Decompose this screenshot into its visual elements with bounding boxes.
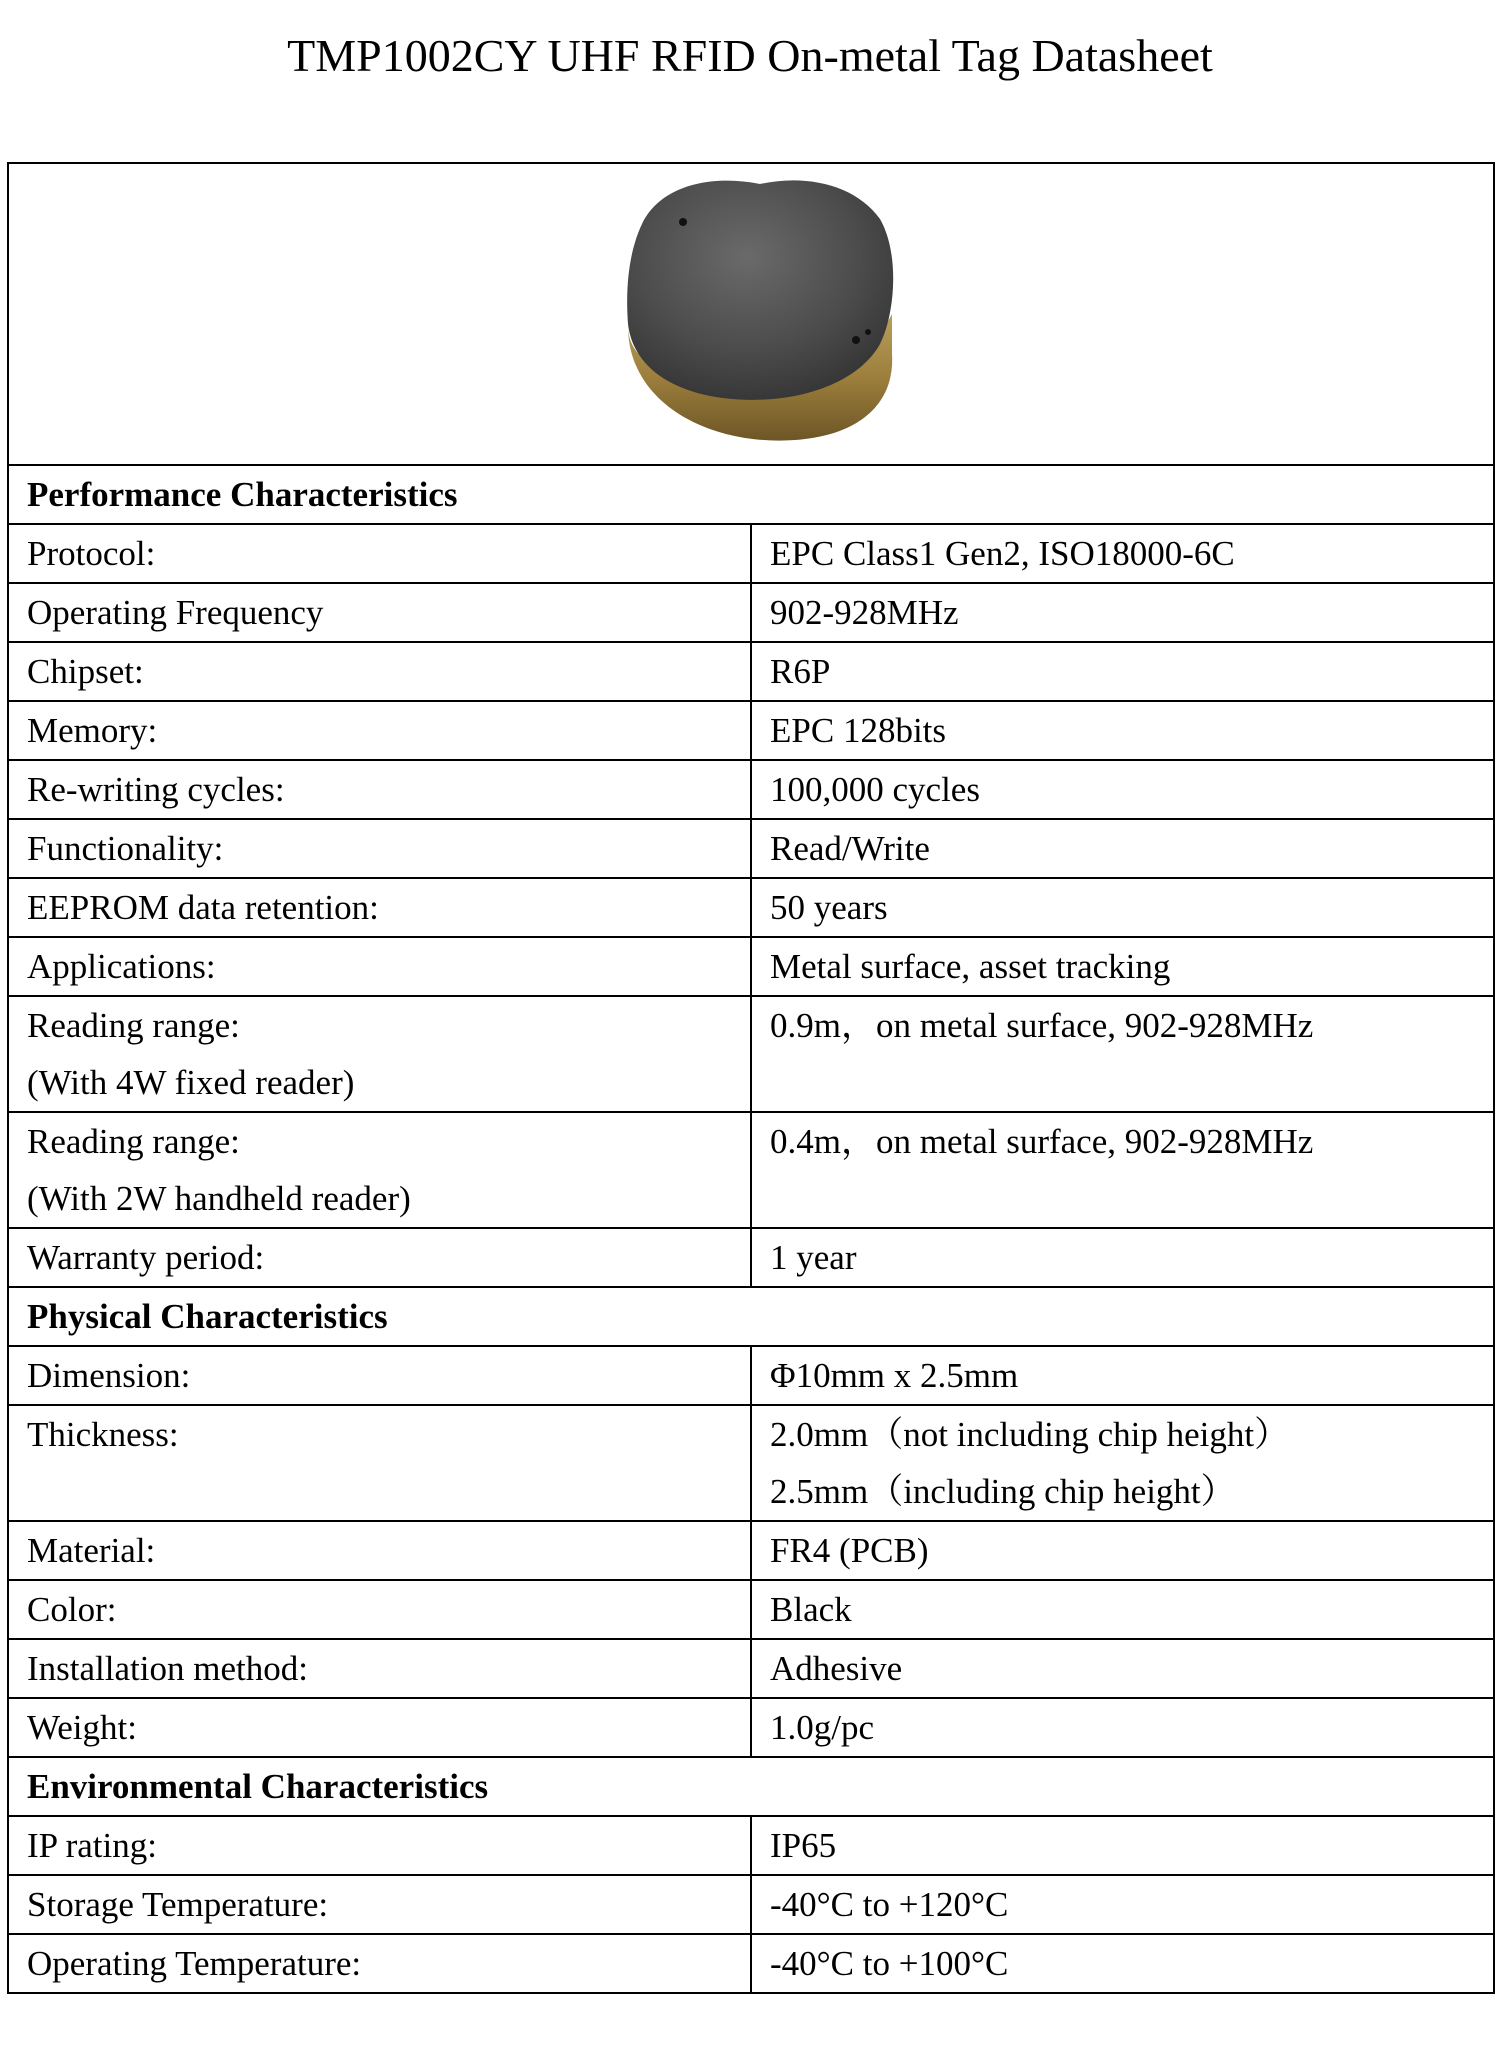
spec-row xyxy=(8,1521,1494,1580)
spec-label: Thickness: xyxy=(27,1415,179,1454)
spec-value: 0.4m，on metal surface, 902-928MHz xyxy=(770,1122,1314,1161)
spec-value-cell xyxy=(751,1521,1494,1580)
product-image-cell xyxy=(8,163,1494,465)
spec-row xyxy=(8,1875,1494,1934)
spec-value: -40°C to +120°C xyxy=(770,1885,1009,1924)
spec-label-cell xyxy=(8,819,751,878)
spec-row xyxy=(8,937,1494,996)
spec-value: 1 year xyxy=(770,1238,857,1277)
section-header-row xyxy=(8,1757,1494,1816)
spec-value: Black xyxy=(770,1590,852,1629)
spec-label: (With 4W fixed reader) xyxy=(27,1063,355,1102)
spec-row xyxy=(8,819,1494,878)
spec-value: 2.0mm（not including chip height） xyxy=(770,1415,1290,1454)
spec-row xyxy=(8,1405,1494,1521)
spec-row xyxy=(8,1228,1494,1287)
image-row xyxy=(8,163,1494,465)
spec-label: Chipset: xyxy=(27,652,144,691)
spec-value-cell xyxy=(751,1580,1494,1639)
spec-value: Metal surface, asset tracking xyxy=(770,947,1171,986)
spec-label: Dimension: xyxy=(27,1356,191,1395)
spec-label-cell xyxy=(8,1639,751,1698)
spec-value-cell xyxy=(751,1934,1494,1993)
spec-value: 50 years xyxy=(770,888,888,927)
spec-label-cell xyxy=(8,1405,751,1521)
spec-value-cell xyxy=(751,1639,1494,1698)
spec-label: IP rating: xyxy=(27,1826,157,1865)
spec-value: 902-928MHz xyxy=(770,593,959,632)
spec-value-cell xyxy=(751,937,1494,996)
spec-value: 1.0g/pc xyxy=(770,1708,875,1747)
spec-label: Protocol: xyxy=(27,534,156,573)
spec-value: 2.5mm（including chip height） xyxy=(770,1472,1236,1511)
spec-row xyxy=(8,1580,1494,1639)
spec-label-cell xyxy=(8,1112,751,1228)
spec-value: IP65 xyxy=(770,1826,837,1865)
spec-value: Φ10mm x 2.5mm xyxy=(770,1356,1019,1395)
spec-label-cell xyxy=(8,760,751,819)
spec-value-cell xyxy=(751,701,1494,760)
spec-value: EPC Class1 Gen2, ISO18000-6C xyxy=(770,534,1235,573)
spec-label: Re-writing cycles: xyxy=(27,770,285,809)
spec-label: Weight: xyxy=(27,1708,137,1747)
spec-label-cell xyxy=(8,937,751,996)
spec-label-cell xyxy=(8,1521,751,1580)
spec-label: Color: xyxy=(27,1590,117,1629)
spec-value: 0.9m，on metal surface, 902-928MHz xyxy=(770,1006,1314,1045)
spec-value: 100,000 cycles xyxy=(770,770,980,809)
spec-row xyxy=(8,878,1494,937)
section-heading: Performance Characteristics xyxy=(8,465,1494,524)
spec-label-cell xyxy=(8,642,751,701)
spec-row xyxy=(8,1816,1494,1875)
spec-value: FR4 (PCB) xyxy=(770,1531,929,1570)
spec-row xyxy=(8,583,1494,642)
spec-value-cell xyxy=(751,1405,1494,1521)
spec-label-cell xyxy=(8,996,751,1112)
spec-label: Reading range: xyxy=(27,1006,240,1045)
mount-hole-icon xyxy=(679,218,687,226)
mount-hole-icon xyxy=(852,336,860,344)
mount-hole-icon xyxy=(865,329,871,335)
spec-label: Storage Temperature: xyxy=(27,1885,329,1924)
page-title: TMP1002CY UHF RFID On-metal Tag Datasheet xyxy=(287,30,1213,81)
section-heading: Environmental Characteristics xyxy=(8,1757,1494,1816)
spec-label: Material: xyxy=(27,1531,156,1570)
spec-label: Memory: xyxy=(27,711,158,750)
spec-row xyxy=(8,1639,1494,1698)
spec-value-cell xyxy=(751,1875,1494,1934)
spec-label-cell xyxy=(8,1580,751,1639)
spec-value-cell xyxy=(751,1698,1494,1757)
spec-label: Reading range: xyxy=(27,1122,240,1161)
spec-label: Warranty period: xyxy=(27,1238,265,1277)
spec-label-cell xyxy=(8,878,751,937)
spec-row xyxy=(8,760,1494,819)
spec-row xyxy=(8,1346,1494,1405)
spec-value-cell xyxy=(751,819,1494,878)
spec-label: Operating Temperature: xyxy=(27,1944,362,1983)
spec-value-cell xyxy=(751,524,1494,583)
spec-value-cell xyxy=(751,996,1494,1112)
spec-value-cell xyxy=(751,878,1494,937)
spec-label-cell xyxy=(8,1346,751,1405)
spec-value-cell xyxy=(751,1346,1494,1405)
spec-label-cell xyxy=(8,1228,751,1287)
spec-value-cell xyxy=(751,1816,1494,1875)
spec-label: Installation method: xyxy=(27,1649,308,1688)
tag-top-face xyxy=(627,180,893,400)
spec-row xyxy=(8,524,1494,583)
spec-label-cell xyxy=(8,1875,751,1934)
section-header-row xyxy=(8,465,1494,524)
spec-label-cell xyxy=(8,524,751,583)
spec-row xyxy=(8,1112,1494,1228)
spec-row xyxy=(8,701,1494,760)
section-header-row xyxy=(8,1287,1494,1346)
spec-value: Adhesive xyxy=(770,1649,903,1688)
spec-label-cell xyxy=(8,583,751,642)
spec-value-cell xyxy=(751,583,1494,642)
spec-value-cell xyxy=(751,642,1494,701)
spec-row xyxy=(8,1934,1494,1993)
spec-label: Operating Frequency xyxy=(27,593,324,632)
spec-row xyxy=(8,642,1494,701)
spec-value: R6P xyxy=(770,652,831,691)
spec-value: -40°C to +100°C xyxy=(770,1944,1009,1983)
spec-label-cell xyxy=(8,1934,751,1993)
spec-label: Functionality: xyxy=(27,829,224,868)
spec-label-cell xyxy=(8,701,751,760)
product-photo xyxy=(590,164,930,464)
spec-value-cell xyxy=(751,1112,1494,1228)
spec-label-cell xyxy=(8,1698,751,1757)
spec-value: Read/Write xyxy=(770,829,930,868)
datasheet-table xyxy=(7,162,1495,1994)
spec-value-cell xyxy=(751,1228,1494,1287)
spec-label: (With 2W handheld reader) xyxy=(27,1179,411,1218)
spec-row xyxy=(8,1698,1494,1757)
spec-value-cell xyxy=(751,760,1494,819)
spec-value: EPC 128bits xyxy=(770,711,947,750)
section-heading: Physical Characteristics xyxy=(8,1287,1494,1346)
spec-label-cell xyxy=(8,1816,751,1875)
spec-label: Applications: xyxy=(27,947,216,986)
spec-row xyxy=(8,996,1494,1112)
spec-label: EEPROM data retention: xyxy=(27,888,379,927)
